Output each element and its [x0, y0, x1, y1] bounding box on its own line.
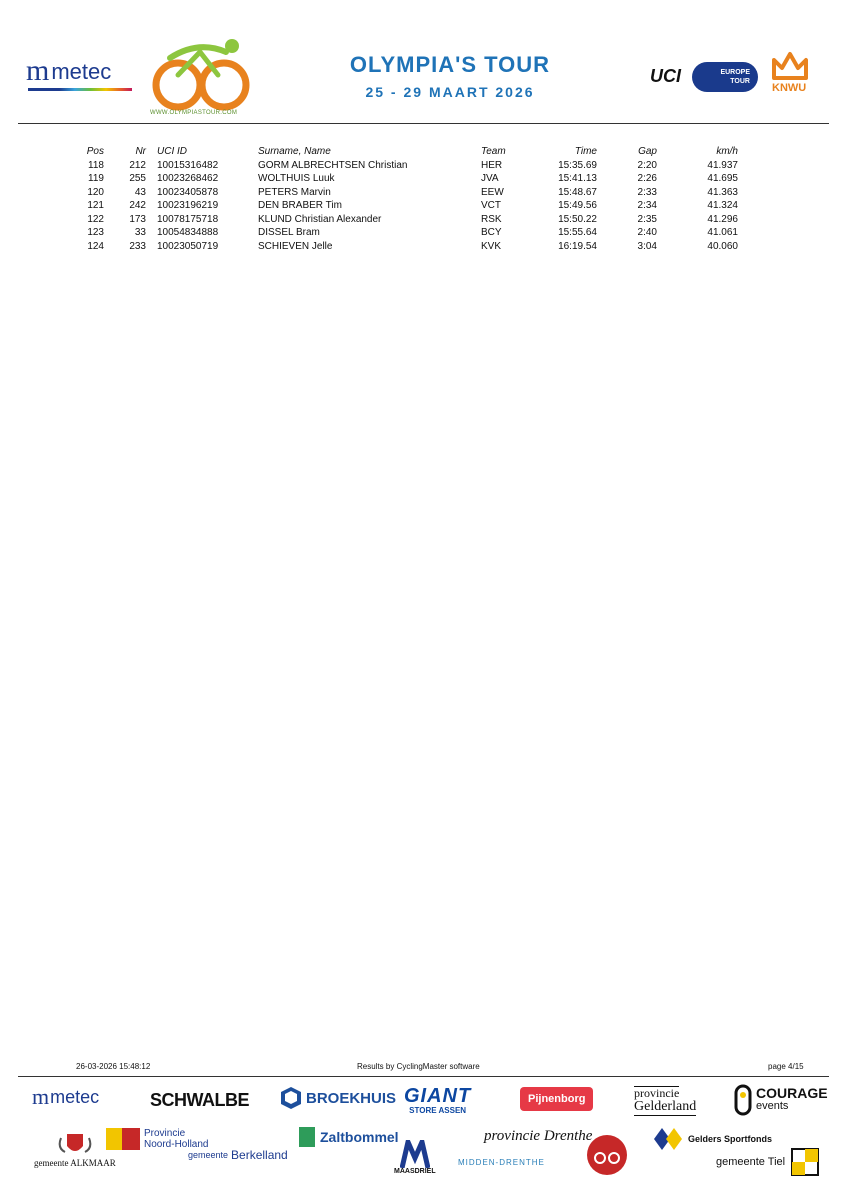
- cell-gap: 3:04: [637, 240, 657, 252]
- sponsor-alkmaar: [34, 1130, 116, 1168]
- sponsor-broekhuis: [280, 1086, 396, 1110]
- drenthe-bike-icon: [586, 1134, 628, 1176]
- sponsor-drenthe: provincie Drenthe: [484, 1128, 593, 1144]
- cell-kmh: 41.296: [707, 213, 738, 225]
- sponsor-metec: [32, 1084, 99, 1110]
- sponsor-gelderland: [634, 1086, 696, 1116]
- sponsor-tiel: [716, 1148, 819, 1176]
- cell-name: DISSEL Bram: [258, 227, 320, 238]
- cell-name: PETERS Marvin: [258, 186, 331, 198]
- sponsor-metec-mark: m: [32, 1084, 48, 1109]
- cell-uci-id: 10023196219: [157, 200, 219, 211]
- cell-pos: 124: [87, 240, 104, 252]
- sponsor-courage: [734, 1084, 828, 1116]
- sponsor-maasdriel: [394, 1140, 436, 1175]
- cell-nr: 33: [134, 227, 146, 238]
- sponsor-berkelland: [188, 1148, 288, 1162]
- tiel-icon: [791, 1148, 819, 1176]
- cell-gap: 2:20: [637, 159, 657, 171]
- giant-sub: STORE ASSEN: [409, 1106, 467, 1115]
- noord-holland-icon: [106, 1128, 140, 1150]
- cell-pos: 123: [87, 227, 104, 238]
- uci-logo: UCI: [650, 66, 681, 86]
- cell-uci-id: 10023405878: [157, 186, 219, 198]
- cell-kmh: 41.937: [707, 159, 738, 171]
- tiel-text: gemeente Tiel: [716, 1156, 786, 1168]
- sponsor-zaltbommel: [298, 1126, 399, 1148]
- courage-icon: [734, 1084, 752, 1116]
- cell-pos: 118: [88, 159, 104, 171]
- crown-icon: [770, 48, 810, 82]
- cell-time: 15:48.67: [558, 186, 597, 198]
- gelderland-line1: provincie: [634, 1086, 680, 1100]
- cell-gap: 2:26: [637, 173, 657, 184]
- col-nr: Nr: [135, 146, 146, 157]
- zaltbommel-icon: [298, 1126, 316, 1148]
- cell-pos: 119: [88, 173, 104, 184]
- maasdriel-text: MAASDRIEL: [394, 1168, 436, 1175]
- event-dates: 25 - 29 MAART 2026: [365, 84, 535, 100]
- cell-name: KLUND Christian Alexander: [258, 213, 382, 225]
- col-name: Surname, Name: [258, 146, 331, 157]
- sponsor-giant: [404, 1086, 471, 1115]
- cell-pos: 121: [87, 200, 104, 211]
- cell-nr: 242: [129, 200, 146, 211]
- alkmaar-crest-icon: [55, 1130, 95, 1158]
- broekhuis-text: BROEKHUIS: [306, 1089, 397, 1107]
- berkelland-text: Berkelland: [231, 1148, 288, 1162]
- gelders-sportfonds-icon: [652, 1126, 682, 1152]
- software-credit: Results by CyclingMaster software: [357, 1062, 480, 1071]
- cell-team: BCY: [481, 227, 502, 238]
- cell-kmh: 41.363: [707, 186, 738, 198]
- col-gap: Gap: [638, 146, 657, 157]
- cell-pos: 120: [87, 186, 104, 198]
- cell-time: 16:19.54: [558, 240, 597, 252]
- cell-time: 15:35.69: [558, 159, 597, 171]
- zaltbommel-text: Zaltbommel: [320, 1129, 399, 1145]
- cell-name: GORM ALBRECHTSEN Christian: [258, 159, 408, 171]
- cell-uci-id: 10023268462: [157, 173, 219, 184]
- cell-gap: 2:40: [637, 227, 657, 238]
- metec-mark: m: [26, 54, 48, 87]
- cell-time: 15:55.64: [558, 227, 597, 238]
- cell-uci-id: 10015316482: [157, 159, 219, 171]
- print-datetime: 26-03-2026 15:48:12: [76, 1062, 151, 1071]
- cell-team: HER: [481, 159, 503, 171]
- metec-logo: [26, 54, 112, 87]
- alkmaar-text: gemeente ALKMAAR: [34, 1158, 116, 1168]
- giant-text: GIANT: [404, 1085, 472, 1107]
- sponsor-midden-drenthe: MIDDEN-DRENTHE: [458, 1158, 545, 1167]
- metec-color-bar: [28, 88, 132, 91]
- event-url: WWW.OLYMPIASTOUR.COM: [150, 110, 238, 116]
- cell-team: RSK: [481, 213, 502, 225]
- cell-time: 15:49.56: [558, 200, 597, 211]
- sponsor-metec-word: metec: [50, 1086, 100, 1107]
- broekhuis-cube-icon: [280, 1086, 302, 1110]
- cell-pos: 122: [87, 213, 104, 225]
- sponsor-noord-holland: [106, 1128, 208, 1150]
- event-title: OLYMPIA'S TOUR: [349, 52, 551, 77]
- cell-team: JVA: [481, 173, 499, 184]
- cell-kmh: 41.695: [707, 173, 738, 184]
- metec-word: metec: [51, 59, 112, 84]
- europe-tour-badge: EUROPE TOUR: [692, 62, 758, 92]
- col-pos: Pos: [86, 146, 104, 157]
- sponsor-pijnenborg: Pijnenborg: [520, 1087, 593, 1111]
- cell-uci-id: 10023050719: [157, 240, 219, 252]
- berkelland-prefix: gemeente: [188, 1150, 229, 1160]
- cell-team: KVK: [481, 240, 502, 252]
- col-uci-id: UCI ID: [157, 146, 187, 157]
- cell-nr: 173: [129, 213, 146, 225]
- page-number: page 4/15: [768, 1062, 804, 1071]
- cell-nr: 43: [134, 186, 146, 198]
- cell-name: SCHIEVEN Jelle: [258, 240, 333, 252]
- gelderland-line2: Gelderland: [634, 1099, 697, 1114]
- col-team: Team: [481, 146, 506, 157]
- courage-text: COURAGE: [756, 1085, 828, 1101]
- cell-kmh: 41.061: [707, 227, 738, 238]
- cell-kmh: 40.060: [707, 240, 738, 252]
- cell-uci-id: 10054834888: [157, 227, 219, 238]
- olympia-tour-logo-icon: [148, 30, 256, 120]
- header-divider: [18, 123, 829, 124]
- cell-uci-id: 10078175718: [157, 213, 219, 225]
- noord-holland-text: Provincie Noord-Holland: [144, 1128, 209, 1150]
- cell-nr: 255: [129, 173, 146, 184]
- cell-name: DEN BRABER Tim: [258, 200, 342, 211]
- gelders-sportfonds-text: Gelders Sportfonds: [688, 1134, 773, 1144]
- cell-team: VCT: [481, 200, 501, 211]
- knwu-logo: KNWU: [772, 82, 807, 94]
- col-kmh: km/h: [716, 146, 738, 157]
- cell-gap: 2:33: [637, 186, 657, 198]
- maasdriel-icon: [400, 1140, 430, 1168]
- cell-team: EEW: [481, 186, 504, 198]
- sponsor-schwalbe: SCHWALBE: [150, 1090, 249, 1110]
- footer-divider: [18, 1076, 829, 1077]
- cell-gap: 2:34: [637, 200, 657, 211]
- cell-nr: 233: [129, 240, 146, 252]
- courage-sub: events: [756, 1100, 789, 1112]
- col-time: Time: [574, 146, 597, 157]
- cell-kmh: 41.324: [707, 200, 738, 211]
- cell-nr: 212: [129, 159, 146, 171]
- cell-time: 15:50.22: [558, 213, 597, 225]
- cell-time: 15:41.13: [558, 173, 597, 184]
- cell-name: WOLTHUIS Luuk: [258, 173, 335, 184]
- cell-gap: 2:35: [637, 213, 657, 225]
